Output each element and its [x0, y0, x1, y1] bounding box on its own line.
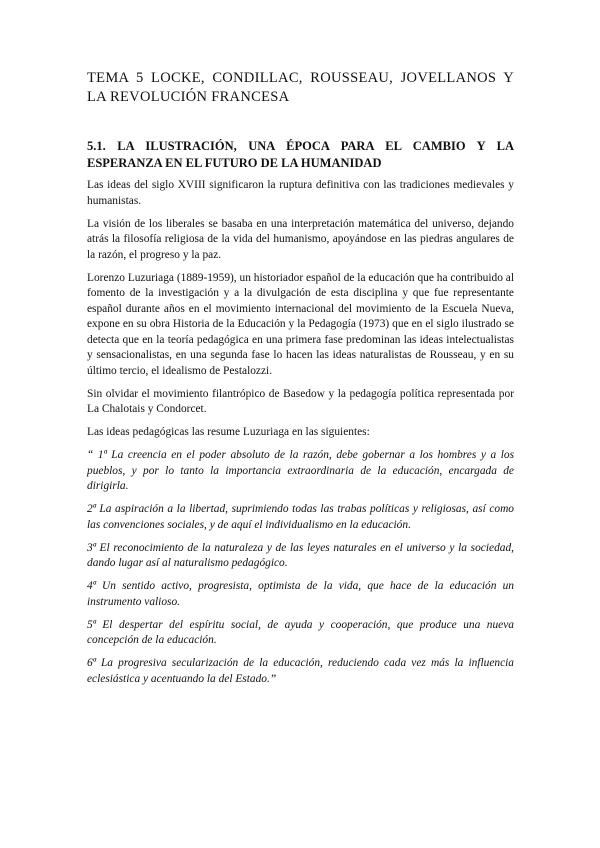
paragraph: Sin olvidar el movimiento filantrópico de Basedow y la pedagogía política representada por La Chalotais y Condorcet.	[87, 387, 514, 415]
quote-item: 4ª Un sentido activo, progresista, optimista de la vida, que hace de la educación un instrumento valioso.	[87, 580, 514, 608]
quote-item: “ 1ª La creencia en el poder absoluto de la razón, debe gobernar a los hombres y a los pueblos, y por lo tanto la importancia extraordinaria de la educación, encargada de dirigirla.	[87, 449, 514, 492]
quote-item: 5ª El despertar del espíritu social, de ayuda y cooperación, que produce una nueva concepción de la educación.	[87, 618, 514, 646]
section-heading: 5.1. LA ILUSTRACIÓN, UNA ÉPOCA PARA EL CAMBIO Y LA ESPERANZA EN EL FUTURO DE LA HUMANIDAD	[87, 139, 514, 170]
quote-item: 6ª La progresiva secularización de la educación, reduciendo cada vez más la influencia eclesiástica y acentuando la del Estado.”	[87, 657, 514, 685]
paragraph: Las ideas pedagógicas las resume Luzuriaga en las siguientes:	[87, 426, 370, 438]
quote-item: 3ª El reconocimiento de la naturaleza y de las leyes naturales en el universo y la sociedad, dando lugar así al naturalismo pedagógico.	[87, 541, 514, 569]
document-title: TEMA 5 LOCKE, CONDILLAC, ROUSSEAU, JOVELLANOS Y LA REVOLUCIÓN FRANCESA	[87, 70, 514, 105]
paragraph: Las ideas del siglo XVIII significaron la ruptura definitiva con las tradiciones medievales y humanistas.	[87, 179, 514, 207]
document-body	[87, 178, 514, 695]
paragraph: La visión de los liberales se basaba en una interpretación matemática del universo, dejando atrás la filosofía religiosa de la vida del humanismo, apoyándose en las piedras angulares de la razón, el progreso y la paz.	[87, 217, 514, 261]
quote-item: 2ª La aspiración a la libertad, suprimiendo todas las trabas políticas y religiosas, así como las convenciones sociales, y de aquí el individualismo en la educación.	[87, 503, 514, 531]
paragraph: Lorenzo Luzuriaga (1889-1959), un historiador español de la educación que ha contribuido al fomento de la investigación y a la divulgación de esta disciplina y que fue representante español durante años en el movimiento internacional del movimiento de la Escuela Nueva, expone en su obra Historia de la Educación y la Pedagogía (1973) que en el siglo ilustrado se detecta que en la teoría pedagógica en una primera fase predominan las ideas intelectualistas y sensacionalistas, en una segunda fase lo hacen las ideas naturalistas de Rousseau, y en su último tercio, el idealismo de Pestalozzi.	[87, 271, 514, 377]
